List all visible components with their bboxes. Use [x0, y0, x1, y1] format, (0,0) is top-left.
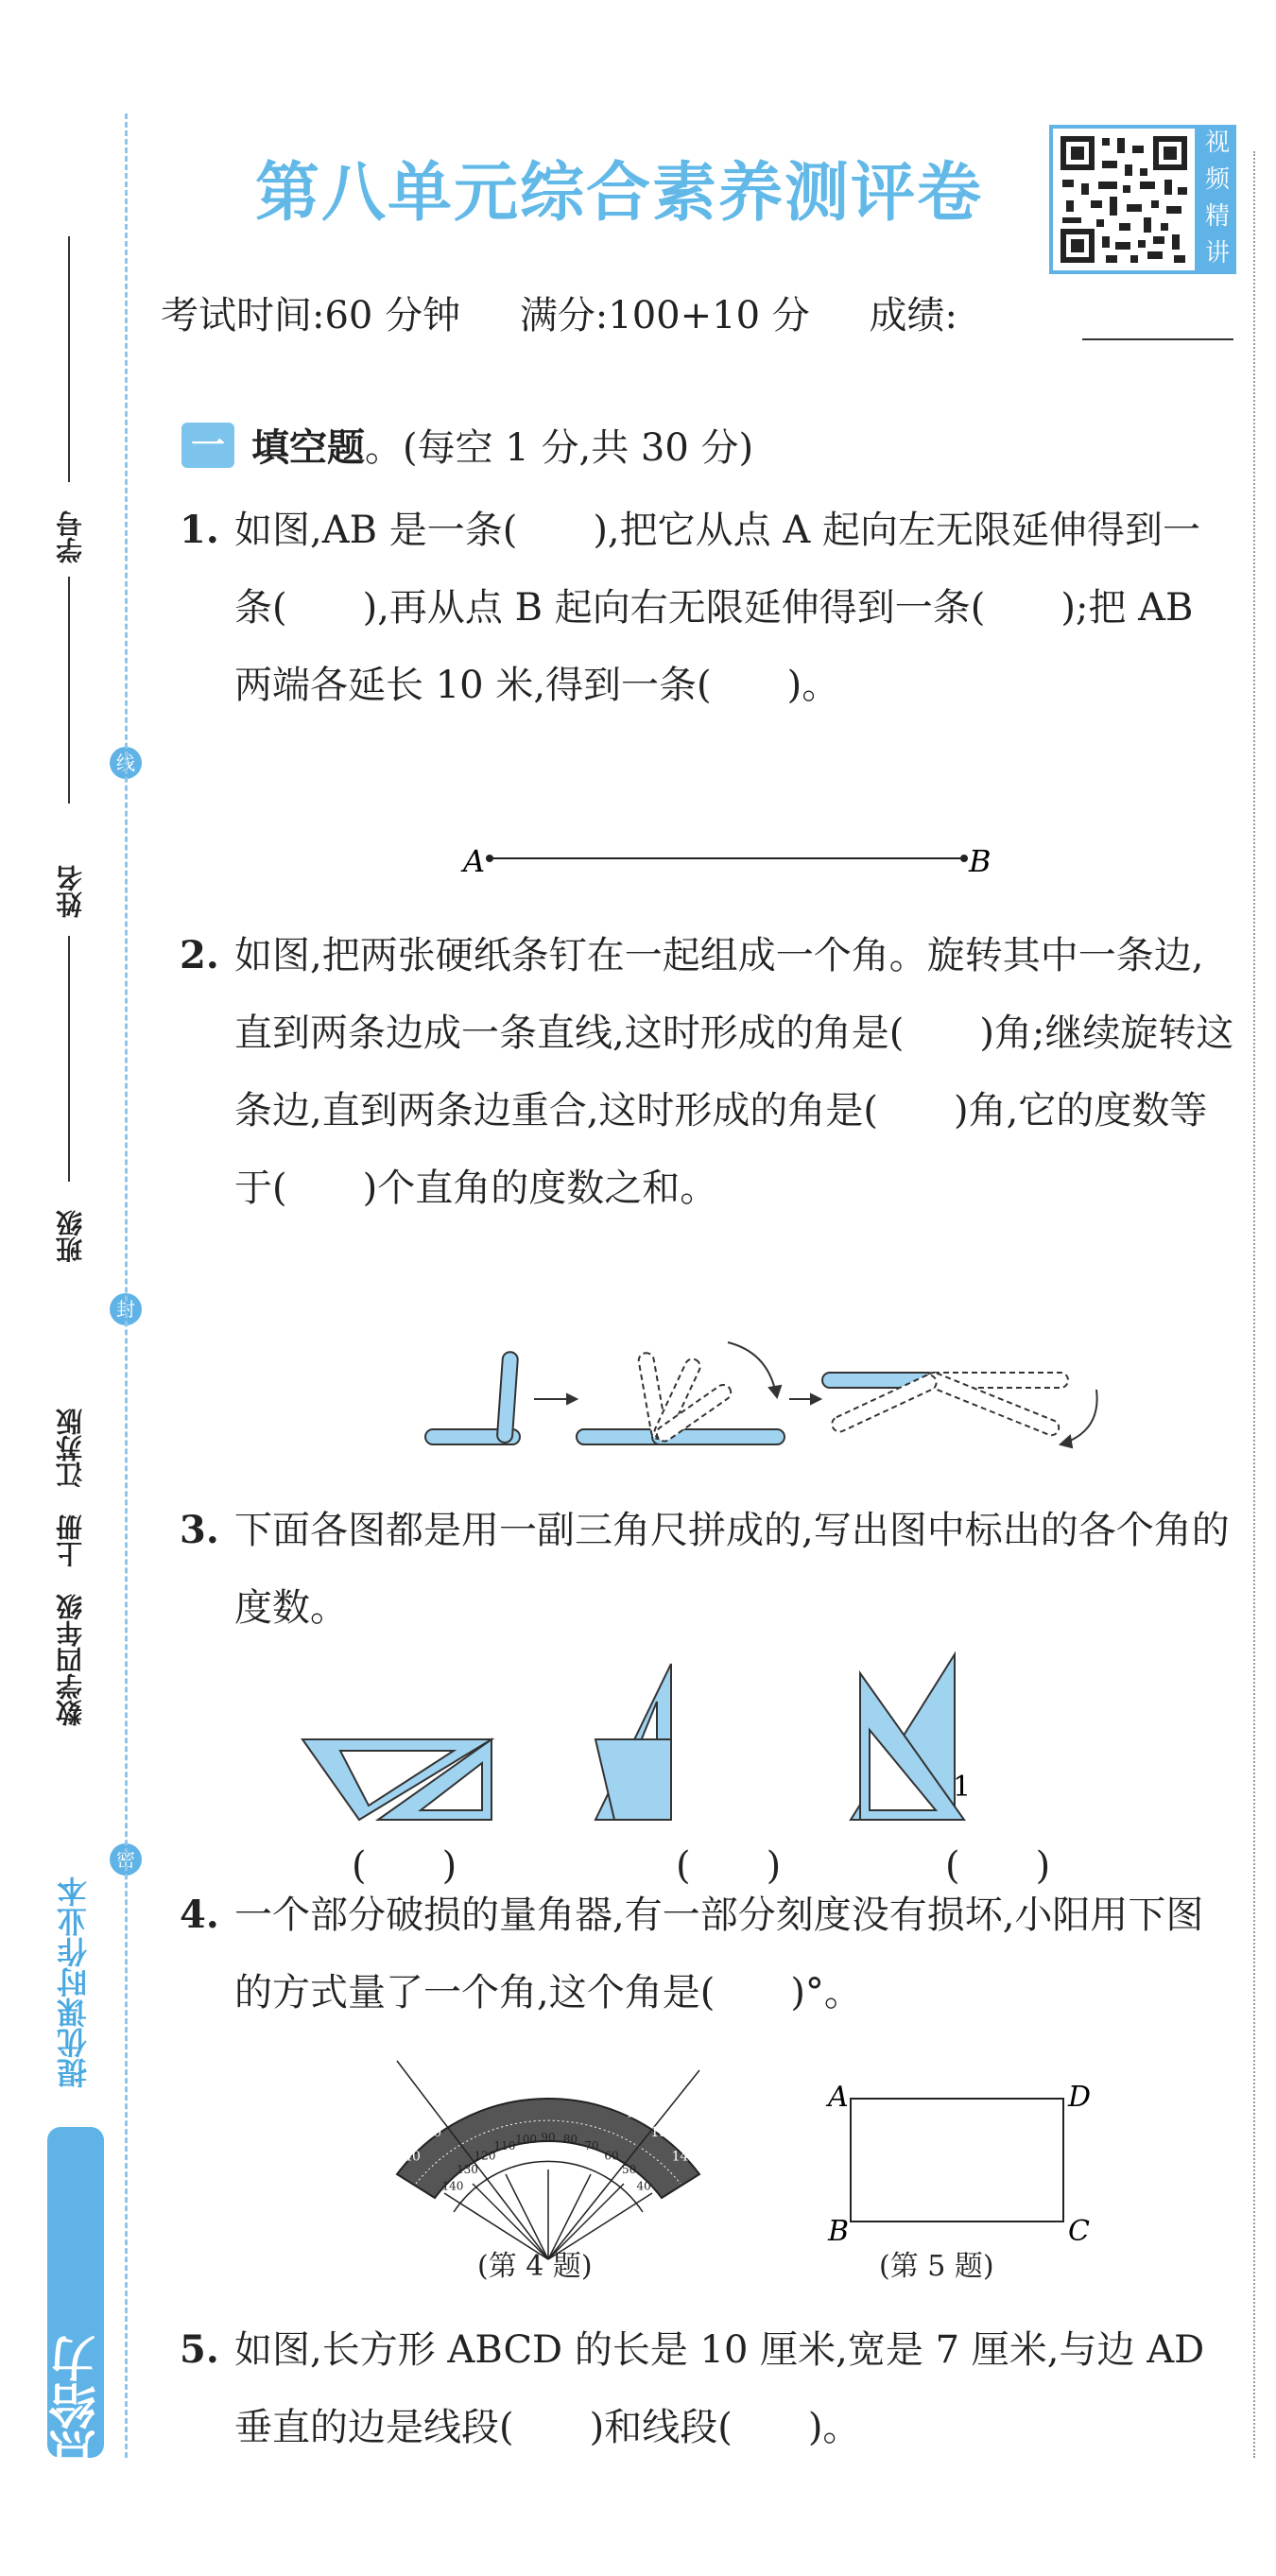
exam-score-label: 成绩:	[869, 294, 957, 337]
question-text: 如图,把两张硬纸条钉在一起组成一个角。旋转其中一条边,直到两条边成一条直线,这时形成的角是( )角;继续旋转这条边,直到两条边重合,这时形成的角是( )角,它的度数等于( )个直角的度数之和。	[234, 934, 1234, 1210]
section-title: 填空题。(每空 1 分,共 30 分)	[251, 426, 754, 470]
protractor-outer-tick: 110	[597, 2091, 623, 2107]
fig3-triangle-rulers	[284, 1645, 1115, 1834]
question-number: 1.	[180, 508, 219, 552]
class-label: 班级	[55, 1210, 86, 1263]
fig5-label-b: B	[828, 2215, 850, 2248]
fig4-caption: (第 4 题)	[477, 2250, 593, 2283]
exam-full-score: 满分:100+10 分	[519, 294, 810, 337]
protractor-outer-tick: 100	[567, 2083, 593, 2099]
question-text: 如图,长方形 ABCD 的长是 10 厘米,宽是 7 厘米,与边 AD 垂直的边是线段( )和线段( )。	[234, 2328, 1205, 2449]
protractor-outer-tick: 120	[626, 2105, 651, 2121]
protractor-outer-tick: 40	[404, 2149, 421, 2165]
protractor-outer-tick: 140	[671, 2149, 698, 2165]
student-no-label: 学号	[55, 510, 86, 563]
protractor-outer-tick: 50	[424, 2125, 442, 2141]
book-label: 数学四年级 上册 江苏版	[55, 1409, 86, 1726]
score-fill-line[interactable]	[1082, 338, 1233, 340]
fig5-label-c: C	[1068, 2215, 1090, 2248]
qr-video-label[interactable]: 视 频 精 讲	[1198, 125, 1236, 274]
binding-dashed-line	[125, 113, 128, 2458]
protractor-outer-tick: 70	[477, 2091, 495, 2107]
fig3-answer-2[interactable]: ( )	[676, 1844, 782, 1888]
protractor-inner-tick: 60	[604, 2149, 619, 2163]
protractor-inner-tick: 80	[562, 2133, 578, 2147]
cut-mark-secret: 密	[110, 1843, 142, 1876]
qr-code[interactable]	[1049, 125, 1198, 274]
question-text: 一个部分破损的量角器,有一部分刻度没有损坏,小阳用下图的方式量了一个角,这个角是( )°。	[234, 1893, 1204, 2014]
question-2	[180, 917, 1234, 1210]
question-text: 下面各图都是用一副三角尺拼成的,写出图中标出的各个角的度数。	[234, 1509, 1230, 1630]
brand-label: 提优课时作业本	[56, 1876, 92, 2088]
protractor-inner-tick: 90	[541, 2131, 556, 2144]
protractor-outer-tick: 80	[508, 2083, 526, 2099]
student-no-fill-line-2	[68, 577, 70, 804]
fig4-protractor	[378, 2042, 718, 2269]
protractor-inner-tick: 140	[441, 2179, 464, 2193]
cut-mark-line: 线	[110, 747, 142, 779]
fig5-rectangle	[822, 2070, 1096, 2250]
question-number: 2.	[180, 933, 219, 977]
fig5-label-d: D	[1068, 2081, 1092, 2114]
protractor-inner-tick: 40	[636, 2179, 651, 2193]
fig1-segment-ab	[454, 832, 1002, 889]
protractor-inner-tick: 110	[493, 2138, 516, 2152]
name-fill-line	[68, 936, 70, 1182]
binding-strip	[0, 0, 135, 2576]
protractor-inner-tick: 50	[621, 2162, 637, 2176]
question-number: 5.	[180, 2327, 219, 2372]
question-3	[180, 1492, 1230, 1630]
protractor-inner-tick: 100	[515, 2133, 538, 2147]
brand-logo	[19, 2127, 113, 2458]
protractor-inner-tick: 130	[456, 2162, 478, 2176]
protractor-outer-tick: 90	[540, 2080, 557, 2095]
question-1	[180, 492, 1229, 707]
section-number-badge: 一	[181, 423, 234, 468]
fig2-rotating-strips	[416, 1323, 1134, 1475]
name-label: 姓名	[55, 865, 86, 918]
svg-text:亮点给力: 亮点给力	[47, 2335, 104, 2458]
protractor-outer-tick: 60	[449, 2105, 467, 2121]
cut-mark-seal: 封	[110, 1293, 142, 1325]
fig5-caption: (第 5 题)	[879, 2250, 994, 2283]
question-5	[180, 2311, 1229, 2449]
fig3-angle-label: 1	[953, 1771, 972, 1804]
fig1-label-a: A	[463, 843, 486, 879]
fig3-answer-3[interactable]: ( )	[945, 1844, 1051, 1888]
question-text: 如图,AB 是一条( ),把它从点 A 起向左无限延伸得到一条( ),再从点 B 起向右无限延伸得到一条( );把 AB 两端各延长 10 米,得到一条( )。	[234, 509, 1200, 707]
question-number: 3.	[180, 1508, 219, 1552]
protractor-inner-tick: 70	[584, 2138, 599, 2152]
question-4	[180, 1876, 1229, 2014]
right-margin-dots	[1253, 151, 1255, 2458]
fig1-label-b: B	[969, 843, 991, 879]
fig3-answer-1[interactable]: ( )	[352, 1844, 457, 1888]
student-no-fill-line	[68, 236, 70, 482]
exam-info	[161, 285, 1005, 339]
protractor-outer-tick: 130	[650, 2125, 677, 2141]
page-title: 第八单元综合素养测评卷	[255, 155, 984, 231]
fig5-label-a: A	[828, 2081, 849, 2114]
question-number: 4.	[180, 1893, 219, 1937]
exam-time: 考试时间:60 分钟	[161, 294, 461, 337]
protractor-inner-tick: 120	[474, 2149, 496, 2163]
